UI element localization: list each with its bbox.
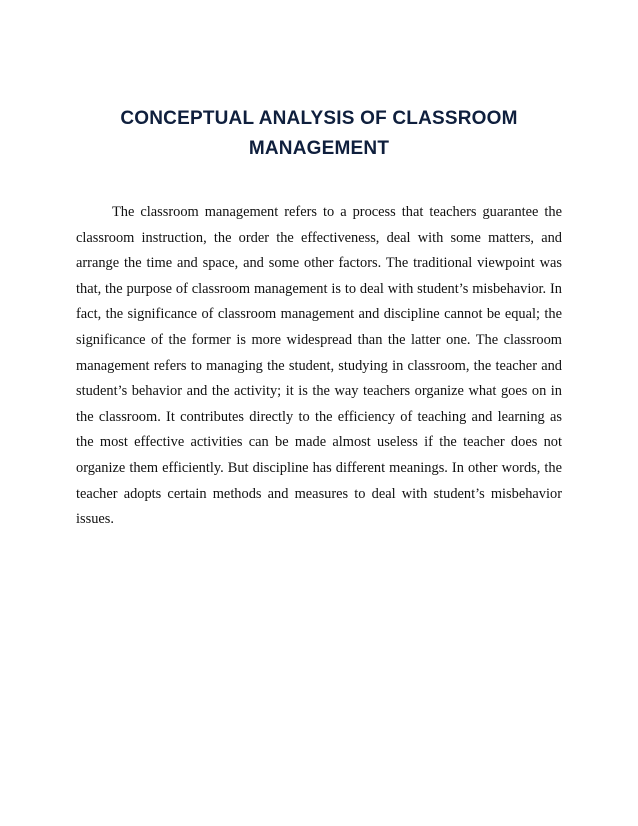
body-paragraph: The classroom management refers to a process that teachers guarantee the classroom instruction, the order the effectiveness, deal with some matters, and arrange the time and space, and some other factors. The traditional viewpoint was that, the purpose of classroom management is to deal with student’s misbehavior. In fact, the significance of classroom management and discipline cannot be equal; the significance of the former is more widespread than the latter one. The classroom management refers to managing the student, studying in classroom, the teacher and student’s behavior and the activity; it is the way teachers organize what goes on in the classroom. It contributes directly to the efficiency of teaching and learning as the most effective activities can be made almost useless if the teacher does not organize them efficiently. But discipline has different meanings. In other words, the teacher adopts certain methods and measures to deal with student’s misbehavior issues. <box>76 204 562 528</box>
page-title-line-1: CONCEPTUAL ANALYSIS OF CLASSROOM <box>120 108 518 129</box>
page-title <box>60 104 578 164</box>
page-title-line-2: MANAGEMENT <box>248 138 390 159</box>
